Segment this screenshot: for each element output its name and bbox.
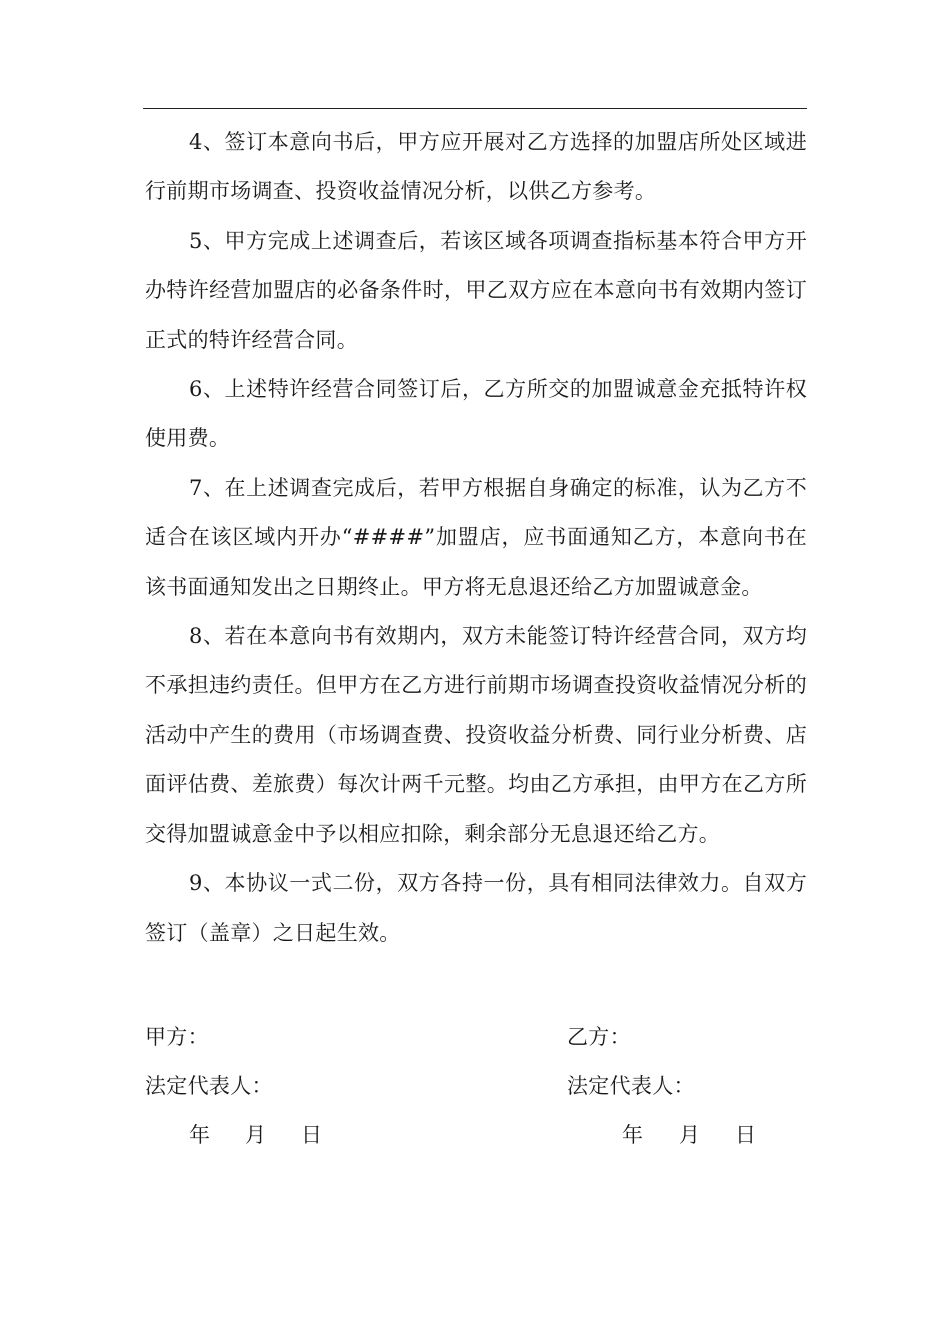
clause-4: 4、签订本意向书后，甲方应开展对乙方选择的加盟店所处区域进行前期市场调查、投资收益情况分析，以供乙方参考。 <box>145 130 807 204</box>
clause-7: 7、在上述调查完成后，若甲方根据自身确定的标准，认为乙方不适合在该区域内开办“####”加盟店，应书面通知乙方，本意向书在该书面通知发出之日期终止。甲方将无息退还给乙方加盟诚意金。 <box>145 475 807 599</box>
clause-8: 8、若在本意向书有效期内，双方未能签订特许经营合同，双方均不承担违约责任。但甲方在乙方进行前期市场调查投资收益情况分析的活动中产生的费用（市场调查费、投资收益分析费、同行业分析费、店面评估费、差旅费）每次计两千元整。均由乙方承担，由甲方在乙方所交得加盟诚意金中予以相应扣除，剩余部分无息退还给乙方。 <box>145 624 807 846</box>
clause-9: 9、本协议一式二份，双方各持一份，具有相同法律效力。自双方签订（盖章）之日起生效。 <box>145 871 807 945</box>
party-a-label: 甲方： <box>145 1025 209 1049</box>
party-b-year: 年 <box>622 1123 643 1147</box>
party-a-day: 日 <box>301 1123 322 1147</box>
party-b-month: 月 <box>679 1123 700 1147</box>
party-a-month: 月 <box>245 1123 266 1147</box>
party-b-day: 日 <box>735 1123 756 1147</box>
header-rule <box>143 108 807 109</box>
clause-5: 5、甲方完成上述调查后，若该区域各项调查指标基本符合甲方开办特许经营加盟店的必备条件时，甲乙双方应在本意向书有效期内签订正式的特许经营合同。 <box>145 228 807 352</box>
party-b-label: 乙方： <box>567 1025 631 1049</box>
party-a-rep-label: 法定代表人： <box>145 1074 273 1098</box>
party-b-rep-label: 法定代表人： <box>567 1074 695 1098</box>
clause-6: 6、上述特许经营合同签订后，乙方所交的加盟诚意金充抵特许权使用费。 <box>145 377 807 451</box>
party-a-year: 年 <box>189 1123 210 1147</box>
document-body <box>145 118 807 958</box>
date-line <box>0 1120 950 1150</box>
